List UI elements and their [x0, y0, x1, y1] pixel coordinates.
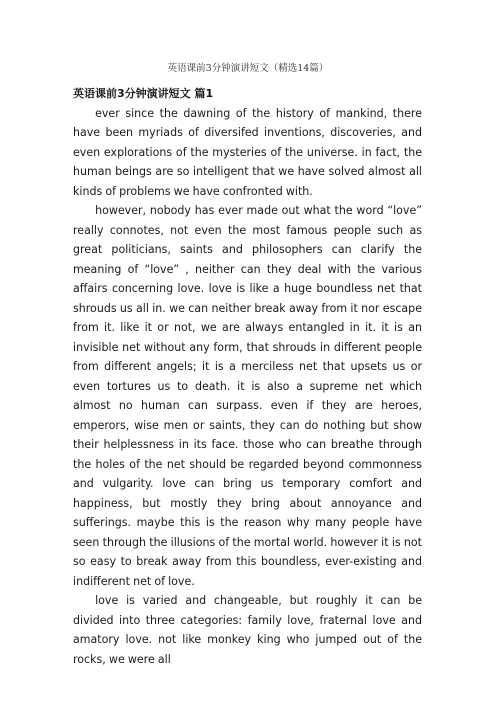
article-body: [73, 84, 422, 669]
article-title: 英语课前3分钟演讲短文 篇1: [73, 87, 214, 100]
paragraph-3: love is varied and changeable, but roughly it can be divided into three categories: family love, fraternal love and amatory love. not like monkey king who jumped out of the rocks, we were all: [73, 594, 422, 666]
running-header: 英语课前3分钟演讲短文（精选14篇）: [167, 63, 329, 74]
paragraph-2: however, nobody has ever made out what the word “love” really connotes, not even the most famous people such as great politicians, saints and philosophers can clarify the meaning of “love” , neither can they deal with the various affairs concerning love. love is like a huge boundless net that shrouds us all in. we can neither break away from it nor escape from it. like it or not, we are always entangled in it. it is an invisible net without any form, that shrouds in different people from different angels; it is a merciless net that upsets us or even tortures us to death. it is also a supreme net which almost no human can surpass. even if they are heroes, emperors, wise men or saints, they can do nothing but show their helplessness in its face. those who can breathe through the holes of the net should be regarded beyond commonness and vulgarity. love can bring us temporary comfort and happiness, but mostly they bring about annoyance and sufferings. maybe this is the reason why many people have seen through the illusions of the mortal world. however it is not so easy to break away from this boundless, ever-existing and indifferent net of love.: [73, 204, 422, 588]
paragraph-1: ever since the dawning of the history of mankind, there have been myriads of diversifed inventions, discoveries, and even explorations of the mysteries of the universe. in fact, the human beings are so intelligent that we have solved almost all kinds of problems we have confronted with.: [73, 106, 422, 198]
